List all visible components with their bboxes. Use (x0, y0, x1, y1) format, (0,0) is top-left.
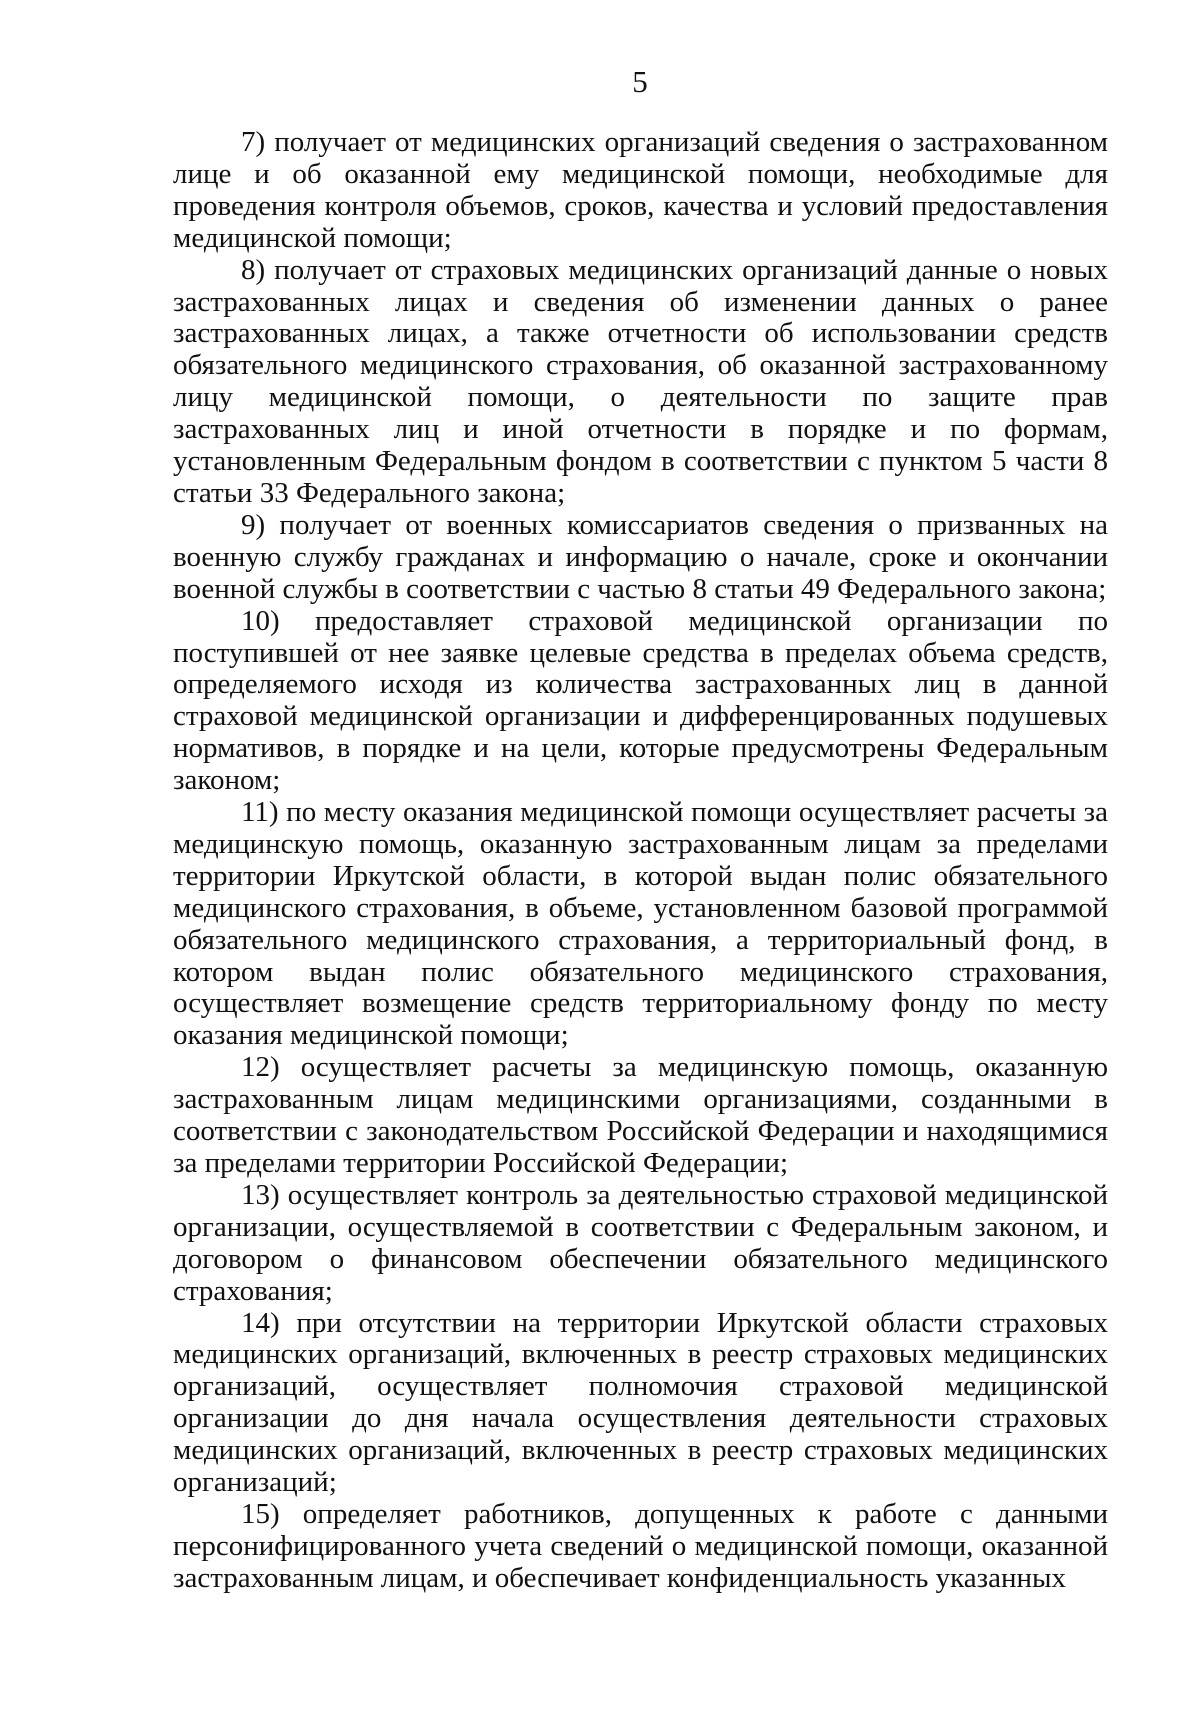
page-number: 5 (632, 64, 648, 99)
paragraph-item-8: 8) получает от страховых медицинских организаций данные о новых застрахованных лицах и сведения об изменении данных о ранее застрахованных лицах, а также отчетности об использовании средств обязательного медицинского страхования, об оказанной застрахованному лицу медицинской помощи, о деятельности по защите прав застрахованных лиц и иной отчетности в порядке и по формам, установленным Федеральным фондом в соответствии с пунктом 5 части 8 статьи 33 Федерального закона; (173, 253, 1108, 509)
paragraph-item-10: 10) предоставляет страховой медицинской организации по поступившей от нее заявке целевые средства в пределах объема средств, определяемого исходя из количества застрахованных лиц в данной страховой медицинской организации и дифференцированных подушевых нормативов, в порядке и на цели, которые предусмотрены Федеральным законом; (173, 604, 1108, 797)
paragraph-item-13: 13) осуществляет контроль за деятельностью страховой медицинской организации, осуществляемой в соответствии с Федеральным законом, и договором о финансовом обеспечении обязательного медицинского страхования; (173, 1178, 1108, 1307)
paragraph-item-12: 12) осуществляет расчеты за медицинскую помощь, оказанную застрахованным лицам медицинскими организациями, созданными в соответствии с законодательством Российской Федерации и находящимися за пределами территории Российской Федерации; (173, 1051, 1108, 1179)
paragraph-item-7: 7) получает от медицинских организаций сведения о застрахованном лице и об оказанной ему медицинской помощи, необходимые для проведения контроля объемов, сроков, качества и условий предоставления медицинской помощи; (173, 126, 1108, 254)
paragraph-item-15: 15) определяет работников, допущенных к работе с данными персонифицированного учета сведений о медицинской помощи, оказанной застрахованным лицам, и обеспечивает конфиденциальность указанных (173, 1497, 1108, 1594)
document-body (173, 127, 1108, 1595)
paragraph-item-14: 14) при отсутствии на территории Иркутской области страховых медицинских организаций, включенных в реестр страховых медицинских организаций, осуществляет полномочия страховой медицинской организации до дня начала осуществления деятельности страховых медицинских организаций, включенных в реестр страховых медицинских организаций; (173, 1306, 1108, 1499)
paragraph-item-9: 9) получает от военных комиссариатов сведения о призванных на военную службу гражданах и информацию о начале, сроке и окончании военной службы в соответствии с частью 8 статьи 49 Федерального закона; (173, 508, 1108, 605)
paragraph-item-11: 11) по месту оказания медицинской помощи осуществляет расчеты за медицинскую помощь, оказанную застрахованным лицам за пределами территории Иркутской области, в которой выдан полис обязательного медицинского страхования, в объеме, установленном базовой программой обязательного медицинского страхования, а территориальный фонд, в котором выдан полис обязательного медицинского страхования, осуществляет возмещение средств территориальному фонду по месту оказания медицинской помощи; (173, 796, 1108, 1052)
